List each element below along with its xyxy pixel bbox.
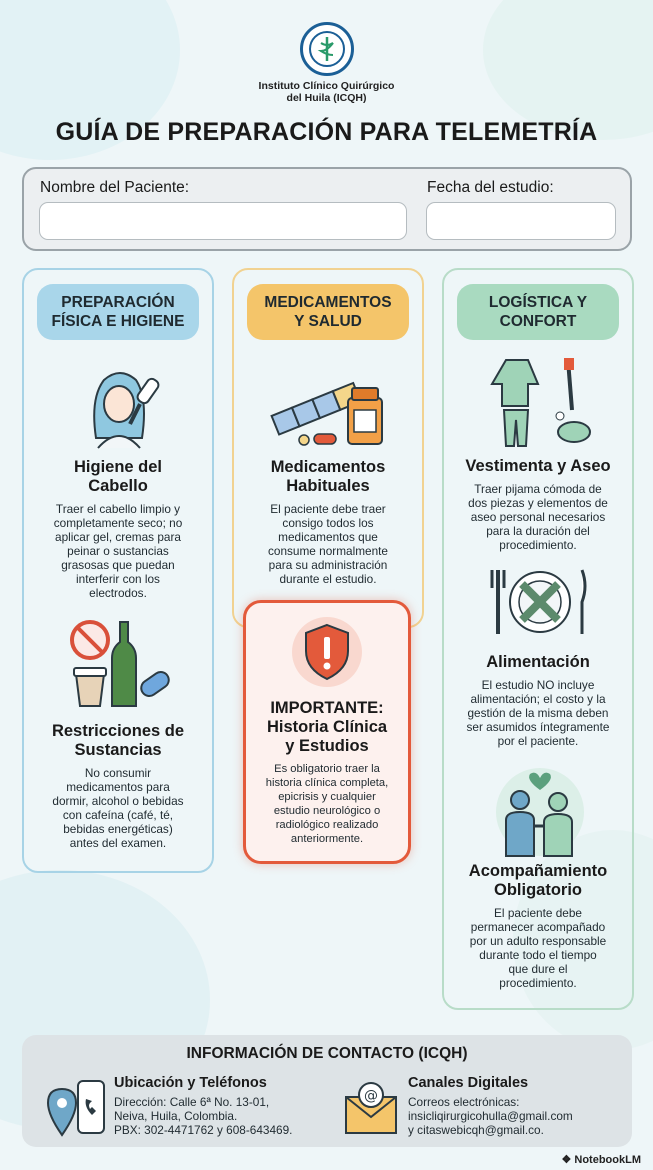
text-line: electrodos.: [89, 586, 147, 600]
card-text: [450, 906, 626, 990]
text-line: El estudio NO incluye: [481, 678, 595, 692]
card-hair-hygiene: [32, 458, 204, 600]
brand-label: NotebookLM: [574, 1154, 641, 1166]
heading-line: LOGÍSTICA Y: [488, 294, 588, 311]
address-line: Dirección: Calle 6ª No. 13-01,: [114, 1095, 270, 1109]
text-line: estudio neurológico o: [273, 805, 381, 817]
text-line: durante el estudio.: [279, 572, 377, 586]
institution-name-line: del Huila (ICQH): [286, 92, 367, 104]
text-line: durante todo el tiempo: [479, 948, 597, 962]
title-line: Habituales: [286, 477, 370, 495]
address-line: Neiva, Huila, Colombia.: [114, 1109, 238, 1123]
card-text: [32, 502, 204, 600]
notebooklm-brand: [561, 1153, 641, 1166]
card-substance-restrictions: [32, 722, 204, 850]
card-companion: [450, 862, 626, 990]
location-heading: Ubicación y Teléfonos: [114, 1075, 267, 1091]
hair-brush-icon: [74, 358, 166, 450]
text-line: consigo todos los: [282, 516, 374, 530]
text-line: medicamentos para: [66, 780, 170, 794]
text-line: que dure el: [508, 962, 568, 976]
heading-line: Y SALUD: [294, 313, 362, 330]
text-line: radiológico realizado: [275, 819, 379, 831]
card-title: [32, 722, 204, 760]
important-card: [243, 600, 411, 864]
text-line: procedimiento.: [499, 976, 577, 990]
column-heading: [37, 284, 199, 340]
text-line: El paciente debe: [494, 906, 582, 920]
contact-panel: [22, 1035, 632, 1147]
text-line: para su administración: [268, 558, 388, 572]
phone-numbers: PBX: 302-4471762 y 608-643469.: [114, 1123, 293, 1137]
text-line: ser asumidos íntegramente: [466, 720, 610, 734]
text-line: permanecer acompañado: [470, 920, 606, 934]
emails-label: Correos electrónicas:: [408, 1095, 520, 1109]
text-line: anteriormente.: [290, 833, 364, 845]
text-line: No consumir: [84, 766, 152, 780]
column-medications: [232, 268, 424, 628]
card-clothing: [450, 457, 626, 552]
companion-icon: [492, 764, 588, 860]
text-line: gestión de la misma deben: [467, 706, 609, 720]
brand-icon: ❖: [561, 1154, 575, 1166]
text-line: por un adulto responsable: [469, 934, 607, 948]
card-text: [450, 678, 626, 748]
heading-line: FÍSICA E HIGIENE: [51, 313, 185, 330]
title-line: Higiene del: [73, 458, 163, 476]
pill-organizer-icon: [268, 368, 388, 450]
text-line: peinar o sustancias: [67, 544, 169, 558]
heading-line: MEDICAMENTOS: [264, 294, 392, 311]
card-text: [242, 502, 414, 586]
no-food-icon: [488, 566, 592, 638]
card-usual-medications: [242, 458, 414, 586]
text-line: con cafeína (café, té,: [62, 808, 174, 822]
heading-line: CONFORT: [499, 313, 577, 330]
text-line: para la duración del: [486, 524, 590, 538]
text-line: consume normalmente: [268, 544, 388, 558]
no-substances-icon: [68, 618, 172, 710]
digital-heading: Canales Digitales: [408, 1075, 529, 1091]
email-link[interactable]: insicliqirurgicohulla@gmail.com: [408, 1109, 573, 1123]
card-title: [250, 699, 404, 756]
card-title: [450, 862, 626, 900]
card-text: [450, 482, 626, 552]
card-text: [32, 766, 204, 850]
text-line: aplicar gel, cremas para: [55, 530, 181, 544]
text-line: El paciente debe traer: [270, 502, 386, 516]
contact-title: INFORMACIÓN DE CONTACTO (ICQH): [186, 1045, 468, 1062]
card-text: [250, 762, 404, 846]
title-line: Medicamentos: [270, 458, 386, 476]
pajamas-icon: [488, 354, 592, 450]
title-line: Cabello: [88, 477, 148, 495]
card-title: [32, 458, 204, 496]
title-line: Sustancias: [74, 741, 162, 759]
header: [0, 22, 653, 104]
column-heading: [457, 284, 619, 340]
text-line: dormir, alcohol o bebidas: [52, 794, 184, 808]
text-line: por el paciente.: [497, 734, 579, 748]
text-line: medicamentos que: [278, 530, 378, 544]
location-phone-icon: [46, 1077, 108, 1137]
warning-shield-icon: [290, 615, 364, 689]
text-line: epicrisis y cualquier: [278, 791, 376, 803]
study-date-label: Fecha del estudio:: [427, 179, 554, 196]
title-line: Historia Clínica: [266, 718, 388, 736]
email-link[interactable]: y citaswebicqh@gmail.co.: [408, 1123, 544, 1137]
study-date-field[interactable]: [426, 202, 616, 240]
patient-name-field[interactable]: [39, 202, 407, 240]
title-line: y Estudios: [285, 737, 369, 755]
institution-logo: [300, 22, 354, 76]
patient-name-label: Nombre del Paciente:: [40, 179, 190, 196]
text-line: antes del examen.: [69, 836, 167, 850]
text-line: alimentación; el costo y la: [470, 692, 606, 706]
card-title: Vestimenta y Aseo: [465, 457, 611, 475]
text-line: grasosas que puedan: [61, 558, 175, 572]
institution-name-line: Instituto Clínico Quirúrgico: [258, 80, 395, 92]
text-line: completamente seco; no: [53, 516, 183, 530]
email-envelope-icon: [344, 1079, 398, 1135]
title-line: Restricciones de: [51, 722, 185, 740]
card-title: [242, 458, 414, 496]
patient-form: [22, 167, 632, 251]
text-line: Traer pijama cómoda de: [474, 482, 602, 496]
institution-name: [0, 80, 653, 104]
title-line: Acompañamiento: [468, 862, 608, 880]
text-line: historia clínica completa,: [265, 777, 389, 789]
card-title: Alimentación: [486, 653, 590, 671]
heading-line: PREPARACIÓN: [61, 294, 175, 311]
page-title: GUÍA DE PREPARACIÓN PARA TELEMETRÍA: [55, 118, 598, 146]
svg-text:@: @: [364, 1088, 378, 1104]
card-food: [450, 653, 626, 748]
column-heading: [247, 284, 409, 340]
text-line: Es obligatorio traer la: [274, 763, 380, 775]
text-line: interferir con los: [76, 572, 160, 586]
card-medical-history: [250, 699, 404, 846]
title-line: Obligatorio: [494, 881, 582, 899]
text-line: aseo personal necesarios: [470, 510, 606, 524]
text-line: bebidas energéticas): [63, 822, 173, 836]
column-physical-prep: [22, 268, 214, 873]
text-line: procedimiento.: [499, 538, 577, 552]
text-line: dos piezas y elementos de: [468, 496, 608, 510]
column-logistics: [442, 268, 634, 1010]
text-line: Traer el cabello limpio y: [55, 502, 181, 516]
title-line: IMPORTANTE:: [270, 699, 384, 717]
